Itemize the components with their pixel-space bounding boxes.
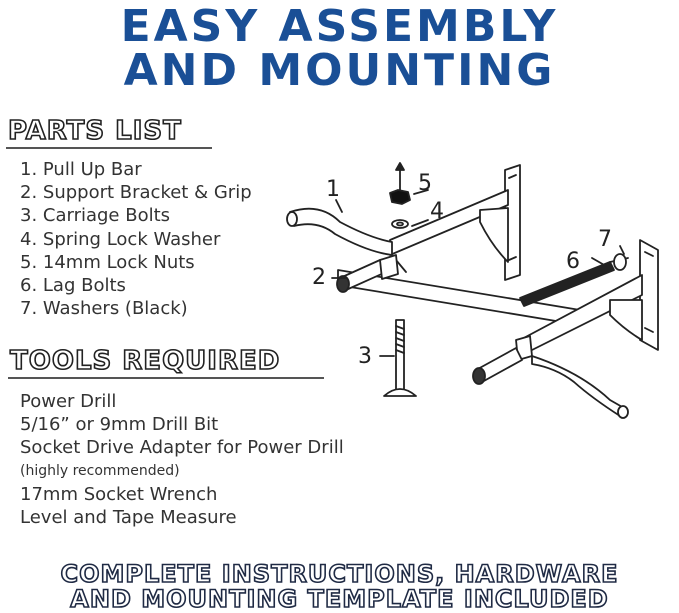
tools-heading-underline: [8, 377, 324, 379]
parts-list-item: 2. Support Bracket & Grip: [20, 182, 252, 204]
tools-list-item: 17mm Socket Wrench: [20, 483, 218, 505]
headline-line-2: AND MOUNTING: [123, 45, 556, 96]
footer-line-1: COMPLETE INSTRUCTIONS, HARDWARE: [60, 560, 619, 588]
diagram-label-2: 2: [312, 265, 326, 290]
tools-list-item: Socket Drive Adapter for Power Drill: [20, 437, 344, 459]
diagram-label-5: 5: [418, 171, 432, 196]
parts-list-item: 4. Spring Lock Washer: [20, 228, 221, 250]
parts-list-item: 3. Carriage Bolts: [20, 205, 171, 227]
footer-line-2: AND MOUNTING TEMPLATE INCLUDED: [70, 585, 609, 613]
tools-list-item: Power Drill: [20, 391, 117, 412]
diagram-label-3: 3: [358, 344, 372, 369]
pull-up-bar-diagram: [280, 160, 679, 420]
diagram-label-4: 4: [430, 199, 444, 224]
tools-list-item: Level and Tape Measure: [20, 506, 237, 528]
parts-list-item: 5. 14mm Lock Nuts: [20, 251, 195, 273]
parts-list-item: 6. Lag Bolts: [20, 275, 126, 297]
diagram-label-6: 6: [566, 249, 580, 274]
headline-line-1: EASY ASSEMBLY: [120, 1, 559, 52]
parts-list-item: 1. Pull Up Bar: [20, 159, 142, 180]
tools-list-note: (highly recommended): [20, 462, 180, 479]
parts-heading-underline: [6, 147, 212, 149]
diagram-label-7: 7: [598, 227, 612, 252]
diagram-label-1: 1: [326, 177, 340, 202]
tools-list-item: 5/16” or 9mm Drill Bit: [20, 414, 219, 436]
parts-list-item: 7. Washers (Black): [20, 298, 188, 320]
parts-list: [20, 158, 252, 320]
parts-list-heading: PARTS LIST: [8, 116, 182, 146]
tools-required-heading: TOOLS REQUIRED: [10, 346, 281, 376]
